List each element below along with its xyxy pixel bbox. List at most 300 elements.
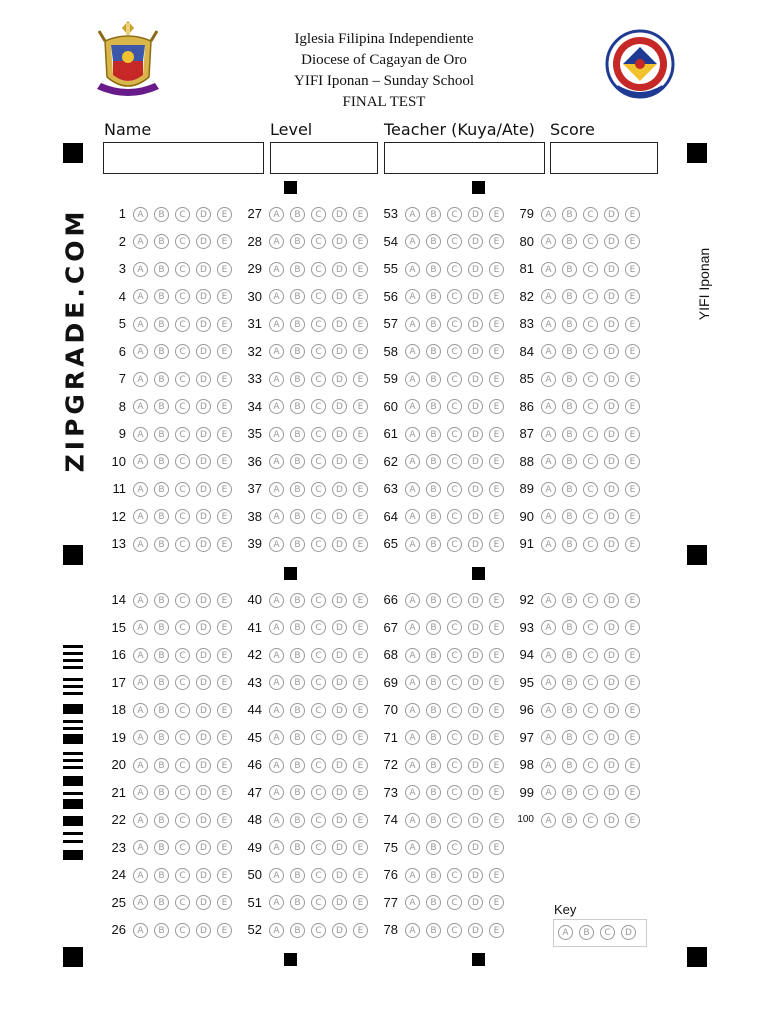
answer-bubble[interactable]: B [426, 923, 441, 938]
answer-bubble[interactable]: D [332, 289, 347, 304]
answer-bubble[interactable]: A [541, 399, 556, 414]
answer-bubble[interactable]: B [290, 482, 305, 497]
answer-bubble[interactable]: A [133, 427, 148, 442]
answer-bubble[interactable]: D [196, 482, 211, 497]
answer-bubble[interactable]: B [562, 593, 577, 608]
answer-bubble[interactable]: E [489, 482, 504, 497]
answer-bubble[interactable]: B [290, 344, 305, 359]
answer-bubble[interactable]: A [269, 372, 284, 387]
answer-bubble[interactable]: A [541, 785, 556, 800]
answer-bubble[interactable]: B [426, 262, 441, 277]
answer-bubble[interactable]: E [489, 813, 504, 828]
answer-bubble[interactable]: D [332, 207, 347, 222]
answer-bubble[interactable]: E [217, 317, 232, 332]
answer-bubble[interactable]: B [154, 785, 169, 800]
answer-bubble[interactable]: D [332, 372, 347, 387]
answer-bubble[interactable]: C [447, 675, 462, 690]
answer-bubble[interactable]: A [133, 923, 148, 938]
answer-bubble[interactable]: A [133, 785, 148, 800]
answer-bubble[interactable]: A [405, 207, 420, 222]
answer-bubble[interactable]: B [290, 454, 305, 469]
answer-bubble[interactable]: C [311, 648, 326, 663]
answer-bubble[interactable]: C [583, 289, 598, 304]
answer-bubble[interactable]: A [405, 482, 420, 497]
answer-bubble[interactable]: E [353, 207, 368, 222]
answer-bubble[interactable]: C [175, 593, 190, 608]
answer-bubble[interactable]: B [290, 593, 305, 608]
answer-bubble[interactable]: A [133, 868, 148, 883]
answer-bubble[interactable]: D [604, 509, 619, 524]
answer-bubble[interactable]: B [426, 344, 441, 359]
answer-bubble[interactable]: E [217, 207, 232, 222]
answer-bubble[interactable]: C [311, 317, 326, 332]
answer-bubble[interactable]: B [290, 895, 305, 910]
answer-bubble[interactable]: B [154, 840, 169, 855]
answer-bubble[interactable]: C [447, 923, 462, 938]
answer-bubble[interactable]: B [290, 537, 305, 552]
answer-bubble[interactable]: C [175, 454, 190, 469]
answer-bubble[interactable]: C [583, 537, 598, 552]
answer-bubble[interactable]: C [583, 730, 598, 745]
answer-bubble[interactable]: D [468, 427, 483, 442]
answer-bubble[interactable]: A [541, 509, 556, 524]
answer-bubble[interactable]: A [133, 289, 148, 304]
answer-bubble[interactable]: C [311, 840, 326, 855]
answer-bubble[interactable]: A [405, 317, 420, 332]
answer-bubble[interactable]: E [625, 427, 640, 442]
answer-bubble[interactable]: E [625, 344, 640, 359]
answer-bubble[interactable]: D [468, 537, 483, 552]
answer-bubble[interactable]: E [353, 482, 368, 497]
answer-bubble[interactable]: B [426, 758, 441, 773]
answer-bubble[interactable]: D [196, 648, 211, 663]
answer-bubble[interactable]: B [290, 620, 305, 635]
answer-bubble[interactable]: B [426, 537, 441, 552]
answer-bubble[interactable]: B [154, 427, 169, 442]
answer-bubble[interactable]: A [405, 840, 420, 855]
answer-bubble[interactable]: B [154, 344, 169, 359]
answer-bubble[interactable]: A [269, 923, 284, 938]
answer-bubble[interactable]: C [311, 262, 326, 277]
answer-bubble[interactable]: B [562, 372, 577, 387]
answer-bubble[interactable]: C [175, 427, 190, 442]
answer-bubble[interactable]: E [489, 427, 504, 442]
answer-bubble[interactable]: C [311, 730, 326, 745]
answer-bubble[interactable]: D [196, 895, 211, 910]
answer-bubble[interactable]: C [447, 537, 462, 552]
answer-bubble[interactable]: D [196, 537, 211, 552]
answer-bubble[interactable]: C [311, 509, 326, 524]
answer-bubble[interactable]: E [489, 785, 504, 800]
answer-bubble[interactable]: D [604, 262, 619, 277]
answer-bubble[interactable]: A [269, 317, 284, 332]
answer-bubble[interactable]: B [290, 262, 305, 277]
answer-bubble[interactable]: C [447, 344, 462, 359]
answer-bubble[interactable]: C [175, 317, 190, 332]
answer-bubble[interactable]: C [583, 703, 598, 718]
answer-bubble[interactable]: C [311, 675, 326, 690]
answer-bubble[interactable]: E [489, 317, 504, 332]
answer-bubble[interactable]: D [468, 234, 483, 249]
answer-bubble[interactable]: E [353, 234, 368, 249]
answer-bubble[interactable]: D [468, 262, 483, 277]
answer-bubble[interactable]: B [154, 675, 169, 690]
answer-bubble[interactable]: C [175, 703, 190, 718]
answer-bubble[interactable]: C [447, 262, 462, 277]
answer-bubble[interactable]: E [217, 482, 232, 497]
answer-bubble[interactable]: A [405, 895, 420, 910]
answer-bubble[interactable]: A [269, 758, 284, 773]
answer-bubble[interactable]: D [604, 620, 619, 635]
answer-bubble[interactable]: B [154, 454, 169, 469]
answer-bubble[interactable]: B [290, 923, 305, 938]
answer-bubble[interactable]: C [311, 372, 326, 387]
answer-bubble[interactable]: C [447, 317, 462, 332]
answer-bubble[interactable]: D [332, 482, 347, 497]
answer-bubble[interactable]: D [332, 648, 347, 663]
answer-bubble[interactable]: A [405, 262, 420, 277]
answer-bubble[interactable]: D [468, 675, 483, 690]
answer-bubble[interactable]: D [332, 427, 347, 442]
answer-bubble[interactable]: E [353, 317, 368, 332]
answer-bubble[interactable]: E [217, 593, 232, 608]
answer-bubble[interactable]: B [426, 868, 441, 883]
answer-bubble[interactable]: E [625, 703, 640, 718]
answer-bubble[interactable]: C [175, 509, 190, 524]
answer-bubble[interactable]: D [196, 785, 211, 800]
answer-bubble[interactable]: E [625, 675, 640, 690]
answer-bubble[interactable]: B [154, 758, 169, 773]
answer-bubble[interactable]: D [196, 454, 211, 469]
answer-bubble[interactable]: A [133, 703, 148, 718]
answer-bubble[interactable]: A [405, 620, 420, 635]
answer-bubble[interactable]: A [405, 344, 420, 359]
answer-bubble[interactable]: B [154, 289, 169, 304]
answer-bubble[interactable]: E [353, 620, 368, 635]
answer-bubble[interactable]: E [625, 317, 640, 332]
answer-bubble[interactable]: C [583, 813, 598, 828]
answer-bubble[interactable]: C [175, 868, 190, 883]
answer-bubble[interactable]: B [426, 289, 441, 304]
teacher-field[interactable] [384, 142, 545, 174]
answer-bubble[interactable]: B [290, 758, 305, 773]
answer-bubble[interactable]: B [426, 399, 441, 414]
answer-bubble[interactable]: A [133, 813, 148, 828]
answer-bubble[interactable]: B [426, 785, 441, 800]
answer-bubble[interactable]: A [269, 620, 284, 635]
answer-bubble[interactable]: D [332, 730, 347, 745]
answer-bubble[interactable]: D [332, 317, 347, 332]
answer-bubble[interactable]: B [154, 730, 169, 745]
answer-bubble[interactable]: C [447, 840, 462, 855]
answer-bubble[interactable]: C [175, 895, 190, 910]
answer-bubble[interactable]: A [269, 813, 284, 828]
answer-bubble[interactable]: A [269, 868, 284, 883]
answer-bubble[interactable]: C [583, 758, 598, 773]
answer-bubble[interactable]: D [196, 344, 211, 359]
answer-bubble[interactable]: C [311, 207, 326, 222]
answer-bubble[interactable]: D [468, 813, 483, 828]
answer-bubble[interactable]: E [217, 262, 232, 277]
answer-bubble[interactable]: D [604, 234, 619, 249]
answer-bubble[interactable]: C [583, 399, 598, 414]
answer-bubble[interactable]: E [625, 537, 640, 552]
answer-bubble[interactable]: C [583, 482, 598, 497]
answer-bubble[interactable]: D [604, 317, 619, 332]
answer-bubble[interactable]: D [196, 620, 211, 635]
answer-bubble[interactable]: E [625, 207, 640, 222]
answer-bubble[interactable]: D [468, 207, 483, 222]
answer-bubble[interactable]: D [196, 730, 211, 745]
answer-bubble[interactable]: C [311, 785, 326, 800]
answer-bubble[interactable]: C [447, 895, 462, 910]
answer-bubble[interactable]: D [604, 813, 619, 828]
answer-bubble[interactable]: D [196, 868, 211, 883]
answer-bubble[interactable]: D [468, 620, 483, 635]
answer-bubble[interactable]: A [133, 234, 148, 249]
answer-bubble[interactable]: B [562, 703, 577, 718]
answer-bubble[interactable]: E [353, 372, 368, 387]
answer-bubble[interactable]: C [447, 813, 462, 828]
answer-bubble[interactable]: E [489, 372, 504, 387]
answer-bubble[interactable]: A [133, 372, 148, 387]
answer-bubble[interactable]: C [311, 234, 326, 249]
answer-bubble[interactable]: C [175, 262, 190, 277]
answer-bubble[interactable]: D [604, 344, 619, 359]
answer-bubble[interactable]: B [562, 454, 577, 469]
answer-bubble[interactable]: D [332, 620, 347, 635]
answer-bubble[interactable]: D [332, 399, 347, 414]
answer-bubble[interactable]: B [154, 234, 169, 249]
answer-bubble[interactable]: A [541, 427, 556, 442]
answer-bubble[interactable]: E [217, 730, 232, 745]
answer-bubble[interactable]: A [133, 317, 148, 332]
answer-bubble[interactable]: A [133, 840, 148, 855]
answer-bubble[interactable]: D [332, 262, 347, 277]
score-field[interactable] [550, 142, 658, 174]
name-field[interactable] [103, 142, 264, 174]
answer-bubble[interactable]: E [489, 207, 504, 222]
answer-bubble[interactable]: A [405, 537, 420, 552]
answer-bubble[interactable]: A [133, 399, 148, 414]
answer-bubble[interactable]: C [311, 758, 326, 773]
answer-bubble[interactable]: E [625, 620, 640, 635]
answer-bubble[interactable]: A [541, 454, 556, 469]
answer-bubble[interactable]: B [154, 207, 169, 222]
answer-bubble[interactable]: E [489, 840, 504, 855]
answer-bubble[interactable]: A [541, 813, 556, 828]
answer-bubble[interactable]: E [625, 758, 640, 773]
answer-bubble[interactable]: C [175, 399, 190, 414]
answer-bubble[interactable]: E [217, 923, 232, 938]
answer-bubble[interactable]: C [583, 675, 598, 690]
answer-bubble[interactable]: A [405, 372, 420, 387]
answer-bubble[interactable]: A [541, 262, 556, 277]
answer-bubble[interactable]: E [489, 593, 504, 608]
answer-bubble[interactable]: C [447, 427, 462, 442]
answer-bubble[interactable]: B [562, 675, 577, 690]
answer-bubble[interactable]: C [311, 593, 326, 608]
answer-bubble[interactable]: E [217, 344, 232, 359]
answer-bubble[interactable]: D [604, 730, 619, 745]
answer-bubble[interactable]: C [447, 868, 462, 883]
answer-bubble[interactable]: D [332, 758, 347, 773]
answer-bubble[interactable]: E [625, 593, 640, 608]
answer-bubble[interactable]: E [625, 813, 640, 828]
answer-bubble[interactable]: B [290, 289, 305, 304]
answer-bubble[interactable]: B [290, 648, 305, 663]
answer-bubble[interactable]: D [468, 648, 483, 663]
answer-bubble[interactable]: A [405, 785, 420, 800]
answer-bubble[interactable]: E [489, 730, 504, 745]
answer-bubble[interactable]: B [426, 813, 441, 828]
answer-bubble[interactable]: B [562, 620, 577, 635]
answer-bubble[interactable]: A [541, 317, 556, 332]
answer-bubble[interactable]: C [583, 454, 598, 469]
answer-bubble[interactable]: A [541, 234, 556, 249]
answer-bubble[interactable]: B [290, 372, 305, 387]
answer-bubble[interactable]: D [196, 234, 211, 249]
answer-bubble[interactable]: A [133, 262, 148, 277]
answer-bubble[interactable]: A [541, 620, 556, 635]
answer-bubble[interactable]: C [583, 262, 598, 277]
answer-bubble[interactable]: D [196, 399, 211, 414]
answer-bubble[interactable]: E [353, 730, 368, 745]
answer-bubble[interactable]: A [405, 813, 420, 828]
answer-bubble[interactable]: C [311, 344, 326, 359]
answer-bubble[interactable]: B [562, 207, 577, 222]
answer-bubble[interactable]: D [604, 207, 619, 222]
answer-bubble[interactable]: B [562, 509, 577, 524]
answer-bubble[interactable]: C [583, 372, 598, 387]
answer-bubble[interactable]: D [332, 509, 347, 524]
answer-bubble[interactable]: C [583, 648, 598, 663]
answer-bubble[interactable]: A [541, 593, 556, 608]
answer-bubble[interactable]: D [468, 923, 483, 938]
answer-bubble[interactable]: B [426, 482, 441, 497]
answer-bubble[interactable]: A [541, 207, 556, 222]
answer-bubble[interactable]: D [196, 758, 211, 773]
answer-bubble[interactable]: E [489, 262, 504, 277]
answer-bubble[interactable]: B [154, 537, 169, 552]
answer-bubble[interactable]: A [133, 675, 148, 690]
answer-bubble[interactable]: E [217, 399, 232, 414]
answer-bubble[interactable]: B [426, 207, 441, 222]
answer-bubble[interactable]: A [269, 289, 284, 304]
answer-bubble[interactable]: A [269, 454, 284, 469]
answer-bubble[interactable]: D [468, 454, 483, 469]
answer-bubble[interactable]: D [196, 289, 211, 304]
answer-bubble[interactable]: E [353, 399, 368, 414]
answer-bubble[interactable]: B [290, 840, 305, 855]
answer-bubble[interactable]: C [311, 289, 326, 304]
answer-bubble[interactable]: B [290, 813, 305, 828]
answer-bubble[interactable]: D [196, 703, 211, 718]
answer-bubble[interactable]: E [217, 537, 232, 552]
answer-bubble[interactable]: A [405, 509, 420, 524]
answer-bubble[interactable]: C [311, 482, 326, 497]
answer-bubble[interactable]: A [405, 648, 420, 663]
answer-bubble[interactable]: A [405, 234, 420, 249]
answer-bubble[interactable]: C [447, 289, 462, 304]
answer-bubble[interactable]: E [217, 509, 232, 524]
answer-bubble[interactable]: D [604, 454, 619, 469]
answer-bubble[interactable]: A [133, 648, 148, 663]
answer-bubble[interactable]: C [583, 317, 598, 332]
answer-bubble[interactable]: A [133, 207, 148, 222]
answer-bubble[interactable]: B [426, 840, 441, 855]
answer-bubble[interactable]: E [353, 289, 368, 304]
answer-bubble[interactable]: A [405, 730, 420, 745]
answer-bubble[interactable]: D [332, 675, 347, 690]
answer-bubble[interactable]: B [426, 454, 441, 469]
answer-bubble[interactable]: C [311, 399, 326, 414]
answer-bubble[interactable]: E [625, 234, 640, 249]
answer-bubble[interactable]: A [541, 703, 556, 718]
answer-bubble[interactable]: B [290, 703, 305, 718]
answer-bubble[interactable]: A [133, 344, 148, 359]
answer-bubble[interactable]: C [583, 344, 598, 359]
answer-bubble[interactable]: C [583, 207, 598, 222]
answer-bubble[interactable]: B [154, 923, 169, 938]
answer-bubble[interactable]: D [604, 427, 619, 442]
answer-bubble[interactable]: B [562, 289, 577, 304]
answer-bubble[interactable]: A [269, 207, 284, 222]
answer-bubble[interactable]: E [489, 868, 504, 883]
answer-bubble[interactable]: E [489, 620, 504, 635]
answer-bubble[interactable]: D [332, 593, 347, 608]
answer-bubble[interactable]: D [604, 482, 619, 497]
answer-bubble[interactable]: D [604, 758, 619, 773]
answer-bubble[interactable]: E [217, 620, 232, 635]
answer-bubble[interactable]: A [133, 454, 148, 469]
answer-bubble[interactable]: B [290, 509, 305, 524]
answer-bubble[interactable]: B [154, 317, 169, 332]
answer-bubble[interactable]: A [269, 344, 284, 359]
answer-bubble[interactable]: E [625, 482, 640, 497]
answer-bubble[interactable]: D [196, 509, 211, 524]
answer-bubble[interactable]: E [353, 868, 368, 883]
answer-bubble[interactable]: D [468, 482, 483, 497]
answer-bubble[interactable]: E [489, 758, 504, 773]
answer-bubble[interactable]: E [625, 262, 640, 277]
answer-bubble[interactable]: B [426, 730, 441, 745]
answer-bubble[interactable]: D [604, 372, 619, 387]
answer-bubble[interactable]: A [269, 482, 284, 497]
answer-bubble[interactable]: E [625, 289, 640, 304]
answer-bubble[interactable]: D [196, 840, 211, 855]
answer-bubble[interactable]: E [353, 895, 368, 910]
answer-bubble[interactable]: D [468, 703, 483, 718]
answer-bubble[interactable]: C [175, 207, 190, 222]
answer-bubble[interactable]: D [332, 923, 347, 938]
answer-bubble[interactable]: A [133, 537, 148, 552]
answer-bubble[interactable]: A [541, 372, 556, 387]
answer-bubble[interactable]: E [353, 785, 368, 800]
answer-bubble[interactable]: E [217, 840, 232, 855]
answer-bubble[interactable]: B [290, 427, 305, 442]
answer-bubble[interactable]: B [562, 344, 577, 359]
answer-bubble[interactable]: B [154, 399, 169, 414]
answer-bubble[interactable]: A [269, 509, 284, 524]
answer-bubble[interactable]: E [625, 648, 640, 663]
answer-bubble[interactable]: B [154, 703, 169, 718]
answer-bubble[interactable]: B [154, 868, 169, 883]
answer-bubble[interactable]: A [133, 730, 148, 745]
answer-bubble[interactable]: A [269, 675, 284, 690]
answer-bubble[interactable]: B [290, 317, 305, 332]
answer-bubble[interactable]: E [353, 262, 368, 277]
